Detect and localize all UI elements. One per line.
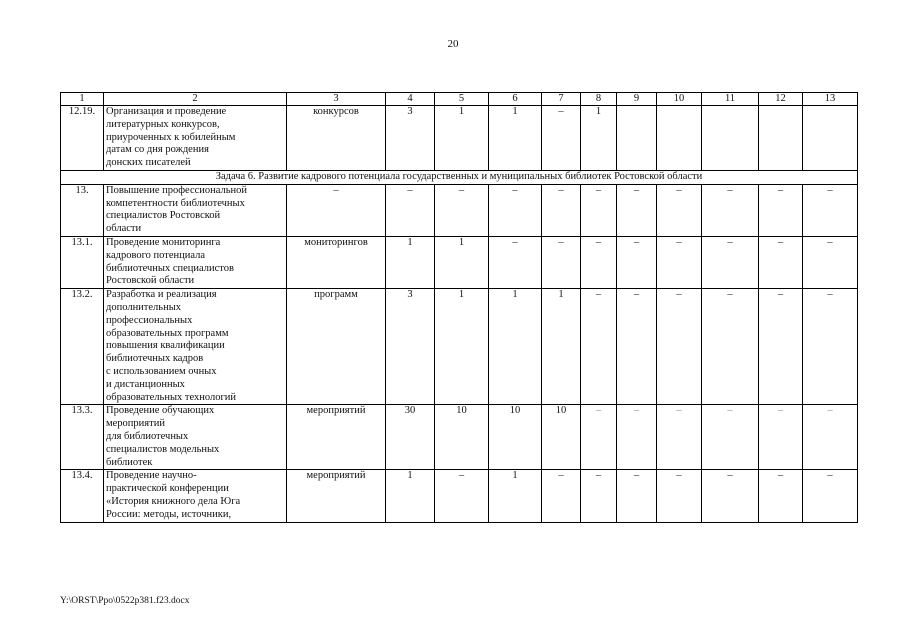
item-name-line: дополнительных	[106, 301, 182, 313]
item-number-cell: 13.2.	[61, 289, 104, 405]
value-cell: –	[803, 289, 858, 405]
item-name-line: Проведение научно-	[106, 470, 197, 482]
value-cell: –	[657, 236, 702, 288]
unit-cell: мероприятий	[287, 470, 386, 522]
item-name-line: донских писателей	[106, 157, 191, 169]
column-number: 1	[61, 93, 104, 106]
value-cell: 1	[489, 470, 542, 522]
value-cell: 1	[489, 106, 542, 171]
item-name-line: Разработка и реализация	[106, 289, 217, 301]
value-cell: –	[435, 184, 489, 236]
column-number: 9	[617, 93, 657, 106]
item-name-line: датам со дня рождения	[106, 144, 209, 156]
item-name-line: России: методы, источники,	[106, 508, 232, 520]
item-name-line: профессиональных	[106, 314, 193, 326]
value-cell: –	[803, 470, 858, 522]
table-body	[61, 93, 858, 523]
column-number: 5	[435, 93, 489, 106]
column-number: 6	[489, 93, 542, 106]
value-cell: 3	[386, 106, 435, 171]
item-name-cell	[104, 106, 287, 171]
value-cell: –	[435, 470, 489, 522]
item-name-cell	[104, 289, 287, 405]
table-row	[61, 289, 858, 405]
item-name-line: «История книжного дела Юга	[106, 495, 241, 507]
task-heading: Задача 6. Развитие кадрового потенциала государственных и муниципальных библиотек Ростовской области	[61, 170, 858, 184]
page-number: 20	[447, 38, 459, 50]
item-name-cell	[104, 184, 287, 236]
value-cell: 1	[386, 470, 435, 522]
task-heading-row	[61, 170, 858, 184]
value-cell: –	[759, 184, 803, 236]
value-cell: –	[759, 236, 803, 288]
value-cell: –	[803, 184, 858, 236]
item-name-line: специалистов Ростовской	[106, 210, 221, 222]
value-cell: –	[657, 184, 702, 236]
value-cell	[617, 106, 657, 171]
footer-file-path: Y:\ORST\Ppo\0522p381.f23.docx	[60, 596, 190, 606]
column-number-row	[61, 93, 858, 106]
item-name-line: Ростовской области	[106, 275, 195, 287]
value-cell: 1	[489, 289, 542, 405]
item-number-cell: 13.4.	[61, 470, 104, 522]
value-cell: –	[657, 405, 702, 470]
value-cell: –	[617, 184, 657, 236]
value-cell: –	[617, 405, 657, 470]
table-row	[61, 106, 858, 171]
item-name-line: специалистов модельных	[106, 443, 220, 455]
value-cell: –	[581, 289, 617, 405]
item-name-line: области	[106, 223, 142, 235]
value-cell: 1	[435, 289, 489, 405]
value-cell: –	[803, 405, 858, 470]
value-cell: 3	[386, 289, 435, 405]
item-name-line: литературных конкурсов,	[106, 118, 220, 130]
item-number-cell: 12.19.	[61, 106, 104, 171]
value-cell: –	[702, 470, 759, 522]
value-cell: –	[542, 470, 581, 522]
value-cell: 1	[435, 106, 489, 171]
item-name-line: кадрового потенциала	[106, 249, 205, 261]
value-cell: –	[702, 405, 759, 470]
plan-table	[60, 92, 858, 523]
unit-cell: конкурсов	[287, 106, 386, 171]
item-name-line: для библиотечных	[106, 430, 189, 442]
value-cell: –	[542, 106, 581, 171]
item-name-line: библиотечных кадров	[106, 353, 204, 365]
value-cell: –	[542, 184, 581, 236]
item-name-cell	[104, 236, 287, 288]
value-cell: –	[702, 289, 759, 405]
table-row	[61, 470, 858, 522]
item-name-line: Проведение мониторинга	[106, 236, 221, 248]
table-row	[61, 405, 858, 470]
item-name-cell	[104, 470, 287, 522]
item-name-line: Повышение профессиональной	[106, 184, 248, 196]
value-cell: –	[617, 470, 657, 522]
item-name-line: компетентности библиотечных	[106, 197, 245, 209]
item-number-cell: 13.3.	[61, 405, 104, 470]
value-cell: –	[803, 236, 858, 288]
item-name-line: образовательных программ	[106, 327, 229, 339]
value-cell	[702, 106, 759, 171]
value-cell: 10	[542, 405, 581, 470]
column-number: 3	[287, 93, 386, 106]
unit-cell: –	[287, 184, 386, 236]
value-cell: –	[657, 470, 702, 522]
item-name-line: мероприятий	[106, 418, 165, 430]
unit-cell: мероприятий	[287, 405, 386, 470]
value-cell	[759, 106, 803, 171]
value-cell: –	[386, 184, 435, 236]
value-cell: –	[617, 236, 657, 288]
value-cell: 1	[386, 236, 435, 288]
value-cell: –	[702, 236, 759, 288]
column-number: 11	[702, 93, 759, 106]
value-cell: –	[759, 289, 803, 405]
column-number: 7	[542, 93, 581, 106]
table-row	[61, 236, 858, 288]
item-name-line: приуроченных к юбилейным	[106, 131, 236, 143]
value-cell: –	[489, 236, 542, 288]
item-name-line: библиотек	[106, 456, 153, 468]
table-row	[61, 184, 858, 236]
value-cell: –	[581, 236, 617, 288]
value-cell: –	[702, 184, 759, 236]
item-name-line: Проведение обучающих	[106, 405, 215, 417]
value-cell: –	[581, 184, 617, 236]
item-name-line: с использованием очных	[106, 365, 217, 377]
value-cell: –	[759, 470, 803, 522]
value-cell: 10	[489, 405, 542, 470]
item-name-line: образовательных технологий	[106, 391, 236, 403]
item-name-line: Организация и проведение	[106, 106, 227, 117]
value-cell: 10	[435, 405, 489, 470]
column-number: 12	[759, 93, 803, 106]
value-cell: –	[759, 405, 803, 470]
value-cell: 1	[542, 289, 581, 405]
column-number: 2	[104, 93, 287, 106]
value-cell: 30	[386, 405, 435, 470]
column-number: 10	[657, 93, 702, 106]
value-cell: –	[489, 184, 542, 236]
column-number: 13	[803, 93, 858, 106]
value-cell: 1	[581, 106, 617, 171]
value-cell	[657, 106, 702, 171]
value-cell: –	[581, 470, 617, 522]
column-number: 4	[386, 93, 435, 106]
item-number-cell: 13.	[61, 184, 104, 236]
value-cell: 1	[435, 236, 489, 288]
item-name-line: и дистанционных	[106, 378, 185, 390]
item-name-line: повышения квалификации	[106, 340, 225, 352]
item-name-cell	[104, 405, 287, 470]
value-cell	[803, 106, 858, 171]
unit-cell: программ	[287, 289, 386, 405]
value-cell: –	[542, 236, 581, 288]
item-number-cell: 13.1.	[61, 236, 104, 288]
value-cell: –	[657, 289, 702, 405]
value-cell: –	[617, 289, 657, 405]
value-cell: –	[581, 405, 617, 470]
item-name-line: библиотечных специалистов	[106, 262, 234, 274]
item-name-line: практической конференции	[106, 483, 229, 495]
column-number: 8	[581, 93, 617, 106]
unit-cell: мониторингов	[287, 236, 386, 288]
